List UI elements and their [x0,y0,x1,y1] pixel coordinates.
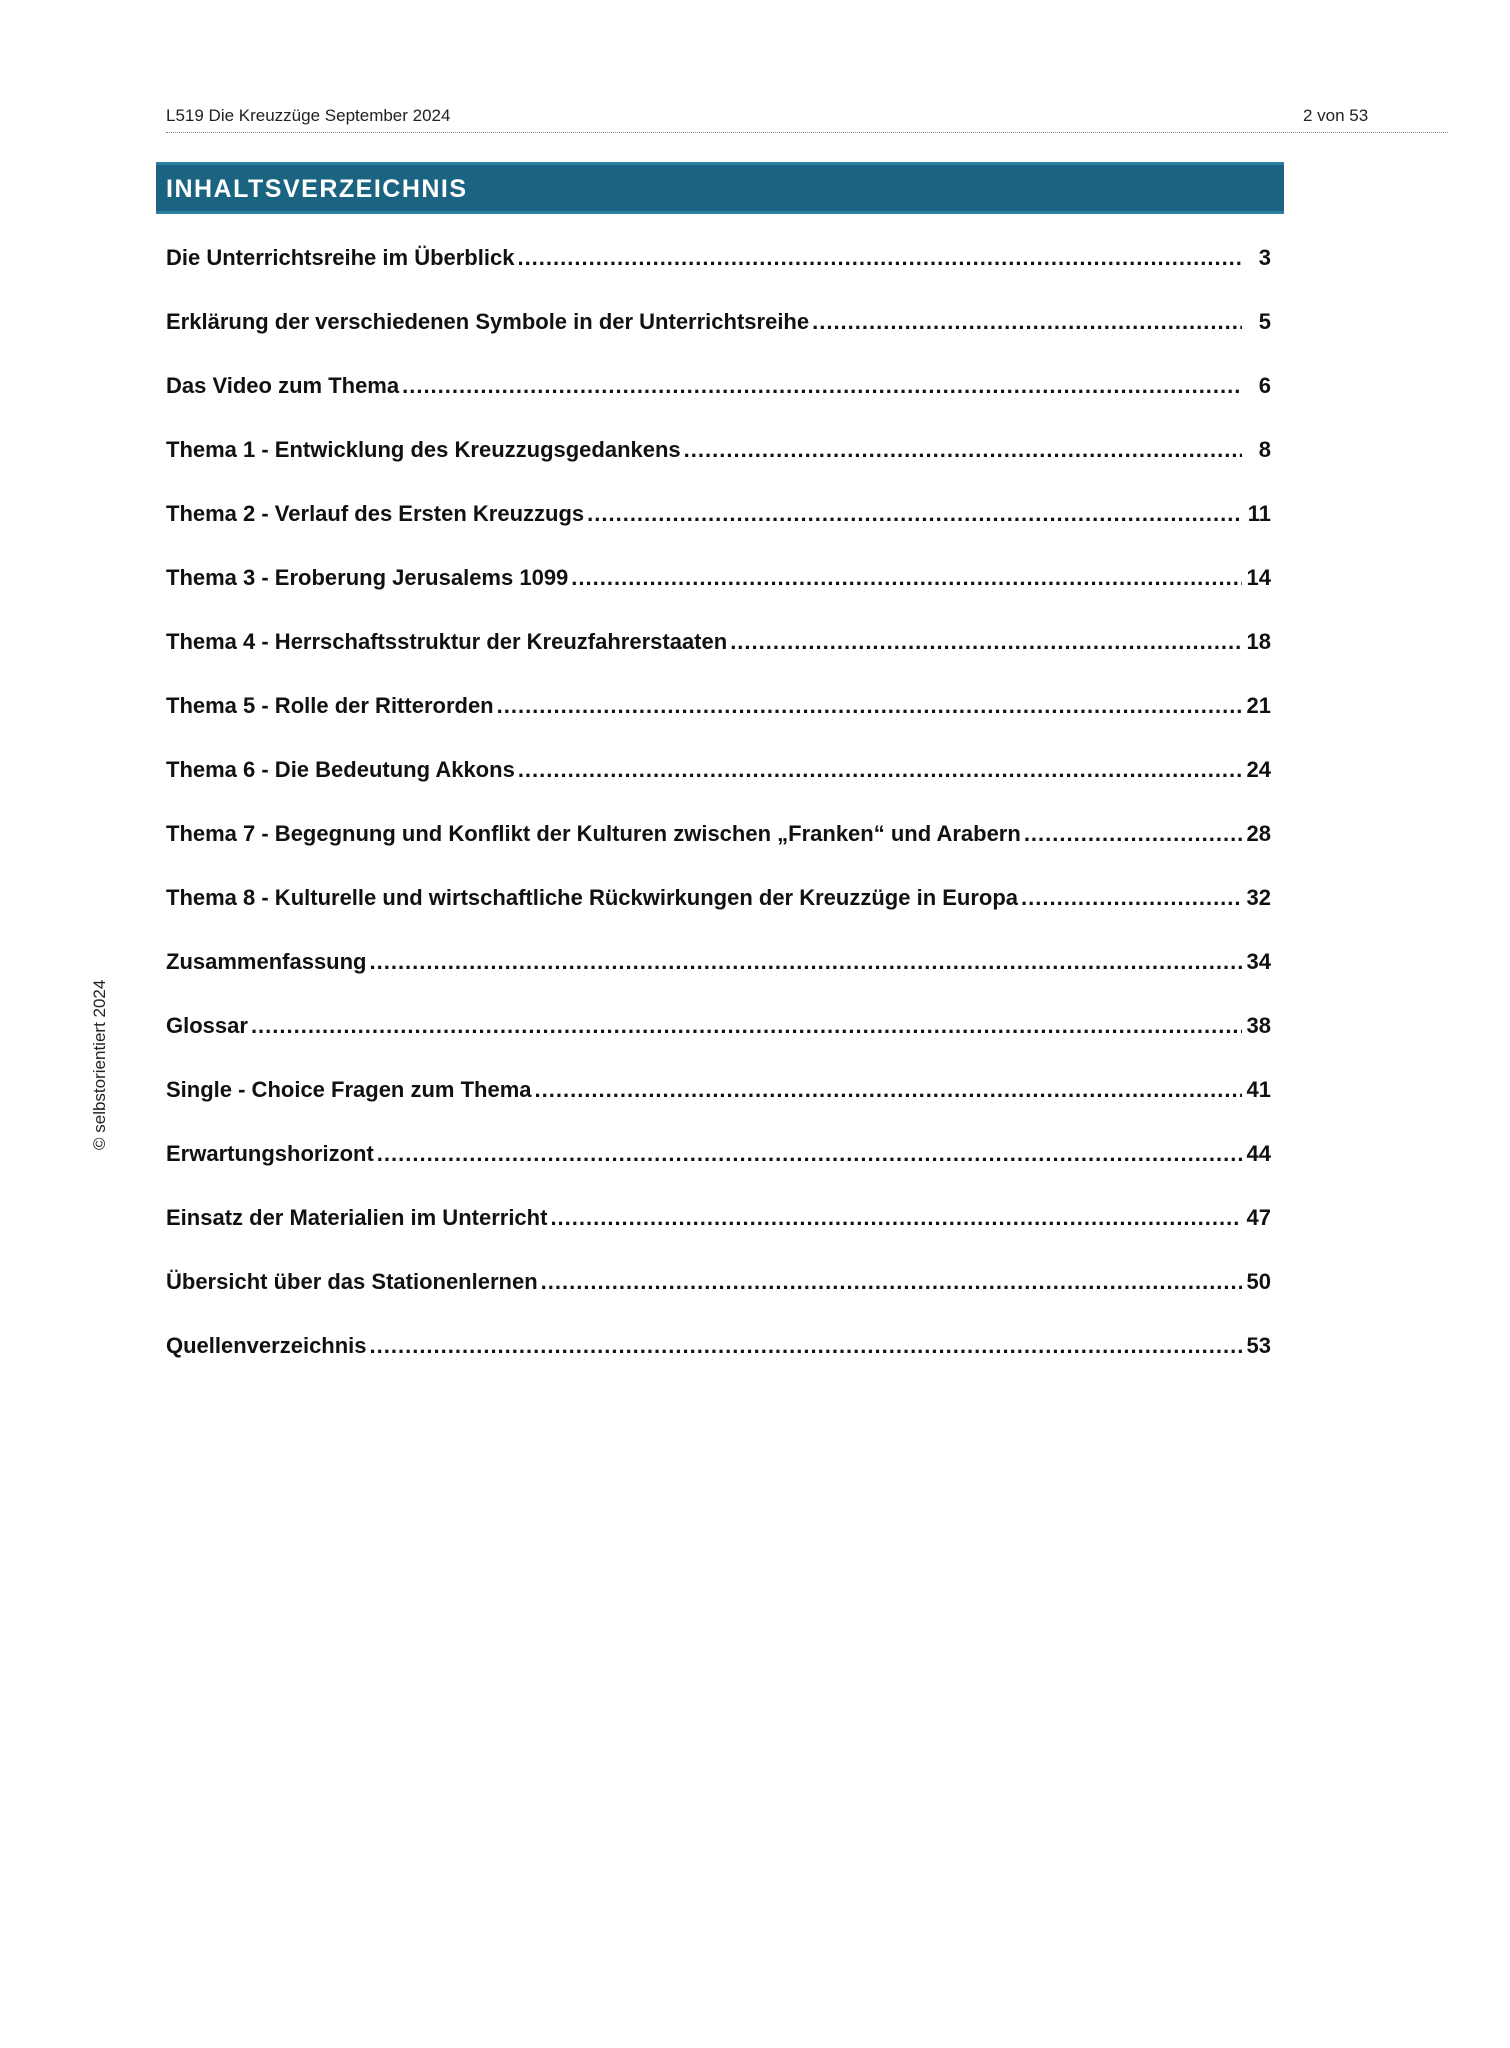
toc-entry-title: Thema 6 - Die Bedeutung Akkons [166,757,515,782]
toc-entry-title: Thema 2 - Verlauf des Ersten Kreuzzugs [166,501,585,526]
toc-entry-page: 28 [1246,821,1271,846]
toc-entry-title: Erklärung der verschiedenen Symbole in der Unterrichtsreihe [166,309,810,334]
toc-banner [156,162,1284,214]
toc-entry-page: 5 [1258,309,1271,334]
toc-leader-dots [517,245,1242,271]
toc-entry-page: 34 [1246,949,1271,974]
toc-entry[interactable] [166,437,1271,501]
toc-entry[interactable] [166,565,1271,629]
toc-entry-title: Thema 1 - Entwicklung des Kreuzzugsgedankens [166,437,681,462]
toc-entry-page: 38 [1246,1013,1271,1038]
toc-entry-page: 11 [1247,501,1271,526]
toc-entry-page: 50 [1246,1269,1271,1294]
toc-entry-page: 8 [1258,437,1271,462]
toc-entry-page: 6 [1258,373,1271,398]
toc-heading: INHALTSVERZEICHNIS [166,175,468,203]
toc-entry[interactable] [166,1013,1271,1077]
toc-entry-title: Thema 8 - Kulturelle und wirtschaftliche Rückwirkungen der Kreuzzüge in Europa [166,885,1019,910]
toc-leader-dots [684,437,1242,463]
toc-entry-title: Quellenverzeichnis [166,1333,367,1358]
toc-entry[interactable] [166,309,1271,373]
toc-entry[interactable] [166,757,1271,821]
toc-entry[interactable] [166,1269,1271,1333]
toc-entry-page: 24 [1246,757,1271,782]
toc-entry-title: Die Unterrichtsreihe im Überblick [166,245,515,270]
toc-entry-title: Thema 4 - Herrschaftsstruktur der Kreuzfahrerstaaten [166,629,728,654]
toc-entry-page: 47 [1246,1205,1271,1230]
toc-leader-dots [402,373,1242,399]
toc-entry-page: 41 [1246,1077,1271,1102]
toc-entry-title: Übersicht über das Stationenlernen [166,1269,538,1294]
document-title: L519 Die Kreuzzüge September 2024 [166,106,451,125]
toc-leader-dots [571,565,1242,591]
copyright-notice: © selbstorientiert 2024 [90,979,109,1150]
toc-entry-title: Single - Choice Fragen zum Thema [166,1077,532,1102]
toc-leader-dots [730,629,1242,655]
toc-entry-page: 44 [1246,1141,1271,1166]
toc-entry-title: Zusammenfassung [166,949,367,974]
toc-entry[interactable] [166,949,1271,1013]
toc-entry-page: 21 [1246,693,1271,718]
toc-entry-page: 18 [1246,629,1271,654]
toc-leader-dots [550,1205,1242,1231]
toc-entry-title: Das Video zum Thema [166,373,400,398]
toc-entry[interactable] [166,629,1271,693]
toc-leader-dots [812,309,1242,335]
toc-leader-dots [497,693,1242,719]
toc-entry[interactable] [166,1333,1271,1397]
toc-entry-title: Thema 7 - Begegnung und Konflikt der Kulturen zwischen „Franken“ und Arabern [166,821,1021,846]
toc-entry[interactable] [166,245,1271,309]
toc-entry[interactable] [166,1205,1271,1269]
page-number: 2 von 53 [1303,106,1369,125]
toc-leader-dots [518,757,1242,783]
toc-entry[interactable] [166,1141,1271,1205]
page-header [166,106,1448,133]
toc-leader-dots [377,1141,1242,1167]
toc-entry-title: Erwartungshorizont [166,1141,374,1166]
toc-leader-dots [587,501,1242,527]
toc-leader-dots [370,949,1243,975]
toc-list [166,245,1271,1397]
toc-entry[interactable] [166,821,1271,885]
toc-entry-page: 32 [1246,885,1271,910]
toc-leader-dots [535,1077,1242,1103]
toc-entry[interactable] [166,501,1271,565]
toc-entry[interactable] [166,693,1271,757]
toc-entry-title: Thema 5 - Rolle der Ritterorden [166,693,494,718]
toc-leader-dots [1024,821,1242,847]
toc-leader-dots [1021,885,1242,911]
toc-leader-dots [370,1333,1242,1359]
toc-entry-page: 3 [1258,245,1271,270]
toc-entry[interactable] [166,1077,1271,1141]
toc-entry-page: 14 [1246,565,1271,590]
toc-entry-title: Einsatz der Materialien im Unterricht [166,1205,548,1230]
toc-entry-page: 53 [1246,1333,1271,1358]
toc-leader-dots [541,1269,1242,1295]
toc-entry-title: Thema 3 - Eroberung Jerusalems 1099 [166,565,569,590]
toc-entry[interactable] [166,885,1271,949]
toc-entry[interactable] [166,373,1271,437]
toc-entry-title: Glossar [166,1013,248,1038]
toc-leader-dots [251,1013,1242,1039]
